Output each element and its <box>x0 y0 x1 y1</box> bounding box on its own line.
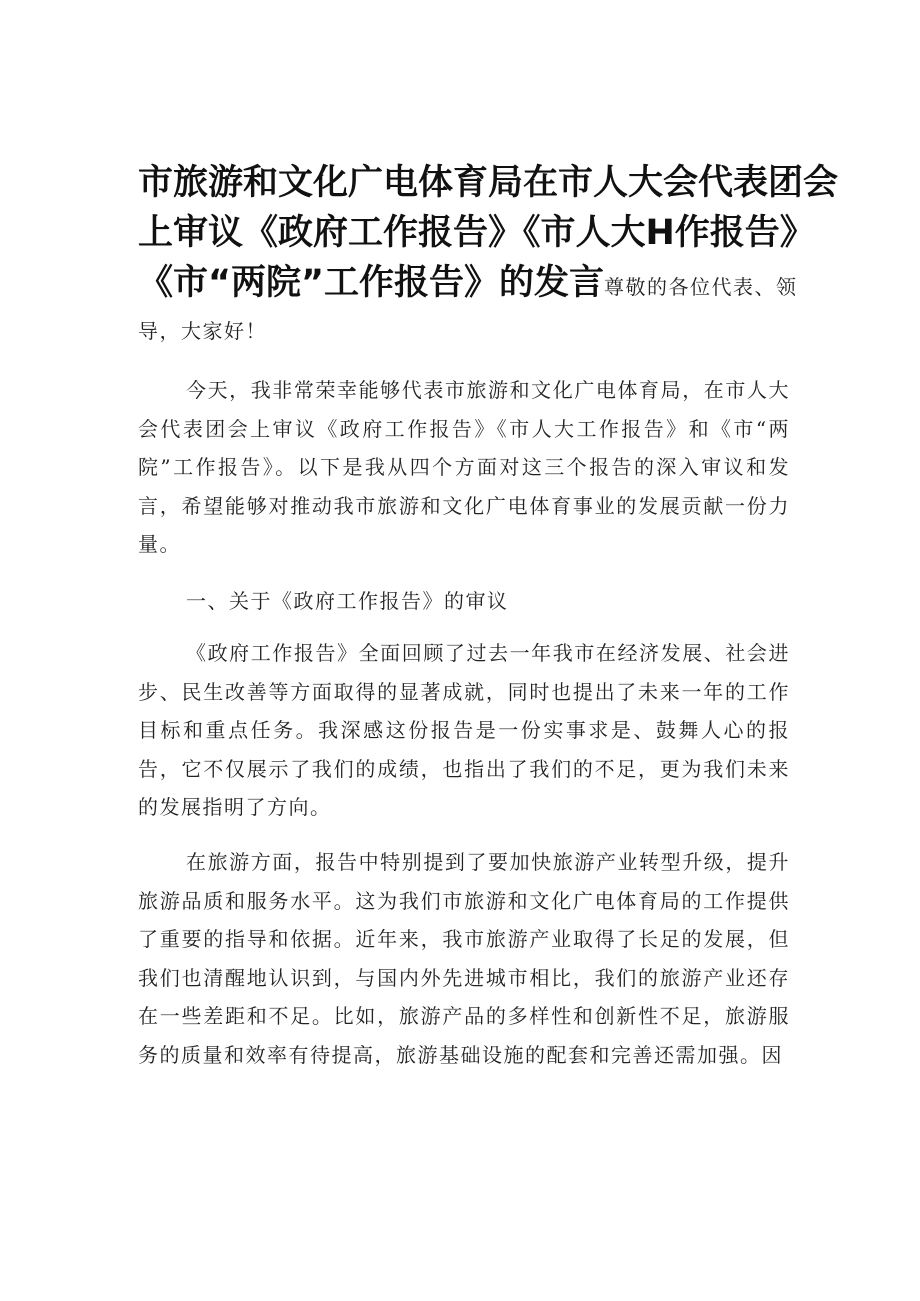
document-body <box>138 158 839 1075</box>
paragraph-tourism: 在旅游方面，报告中特别提到了要加快旅游产业转型升级，提升旅游品质和服务水平。这为我们市旅游和文化广电体育局的工作提供了重要的指导和依据。近年来，我市旅游产业取得了长足的发展，但我们也清醒地认识到，与国内外先进城市相比，我们的旅游产业还存在一些差距和不足。比如，旅游产品的多样性和创新性不足，旅游服务的质量和效率有待提高，旅游基础设施的配套和完善还需加强。因 <box>138 849 790 1067</box>
section-heading-1: 一、关于《政府工作报告》的审议 <box>186 588 509 613</box>
greeting-start: 尊敬的各位代表、领 <box>604 275 798 299</box>
greeting-continued: 导，大家好！ <box>138 319 267 343</box>
title-line-1: 市旅游和文化广电体育局在市人大会代表团会 <box>138 163 839 203</box>
title-line-3-row <box>138 258 798 308</box>
title-line-2: 上审议《政府工作报告》《市人大H作报告》 <box>138 213 815 253</box>
paragraph-intro: 今天，我非常荣幸能够代表市旅游和文化广电体育局，在市人大会代表团会上审议《政府工作报告》《市人大工作报告》和《市“两院”工作报告》。以下是我从四个方面对这三个报告的深入审议和发言，希望能够对推动我市旅游和文化广电体育事业的发展贡献一份力量。 <box>138 378 790 557</box>
paragraph-report-review: 《政府工作报告》全面回顾了过去一年我市在经济发展、社会进步、民生改善等方面取得的显著成就，同时也提出了未来一年的工作目标和重点任务。我深感这份报告是一份实事求是、鼓舞人心的报告，它不仅展示了我们的成绩，也指出了我们的不足，更为我们未来的发展指明了方向。 <box>138 640 790 820</box>
title-line-3: 《市“两院”工作报告》的发言 <box>138 263 605 303</box>
